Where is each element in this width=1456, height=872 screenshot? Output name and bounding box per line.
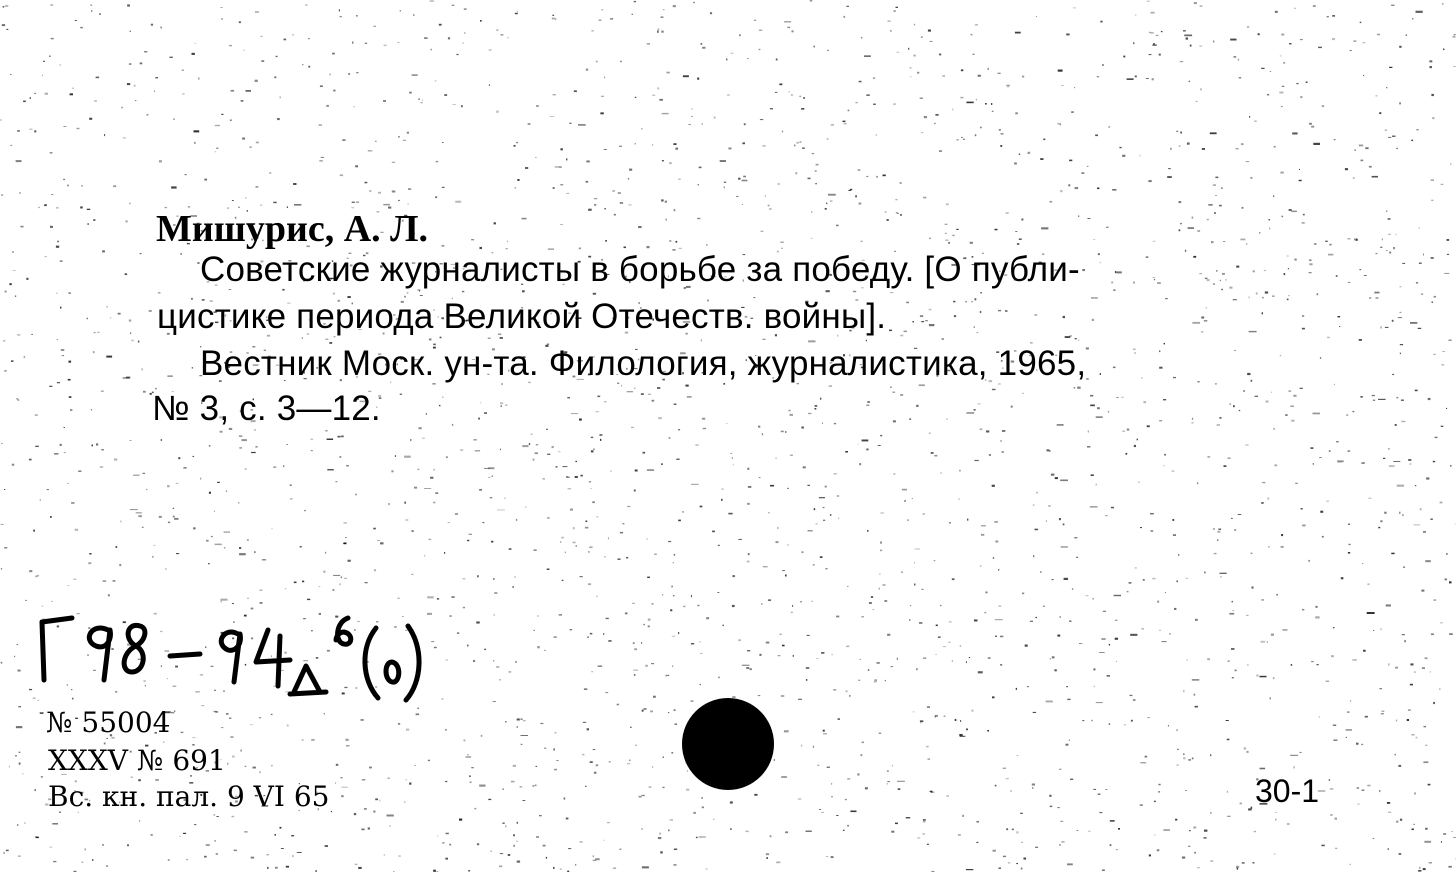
title-line-1: Советские журналисты в борьбе за победу. [О публи-: [200, 250, 1080, 289]
card-number: 30-1: [1255, 773, 1320, 809]
accession-number: № 55004: [46, 706, 171, 739]
registry-number: XXXV № 691: [48, 744, 226, 777]
source-line-2: № 3, с. 3—12.: [152, 389, 381, 428]
author-name: Мишурис, А. Л.: [156, 208, 428, 250]
chamber-date-line: Вс. кн. пал. 9 VI 65: [48, 780, 330, 813]
title-line-2: цистике периода Великой Отечеств. войны].: [157, 297, 887, 336]
handwritten-shelf-mark: [30, 600, 430, 710]
punch-hole: [682, 698, 774, 790]
source-line-1: Вестник Моск. ун-та. Филология, журналистика, 1965,: [200, 344, 1087, 383]
